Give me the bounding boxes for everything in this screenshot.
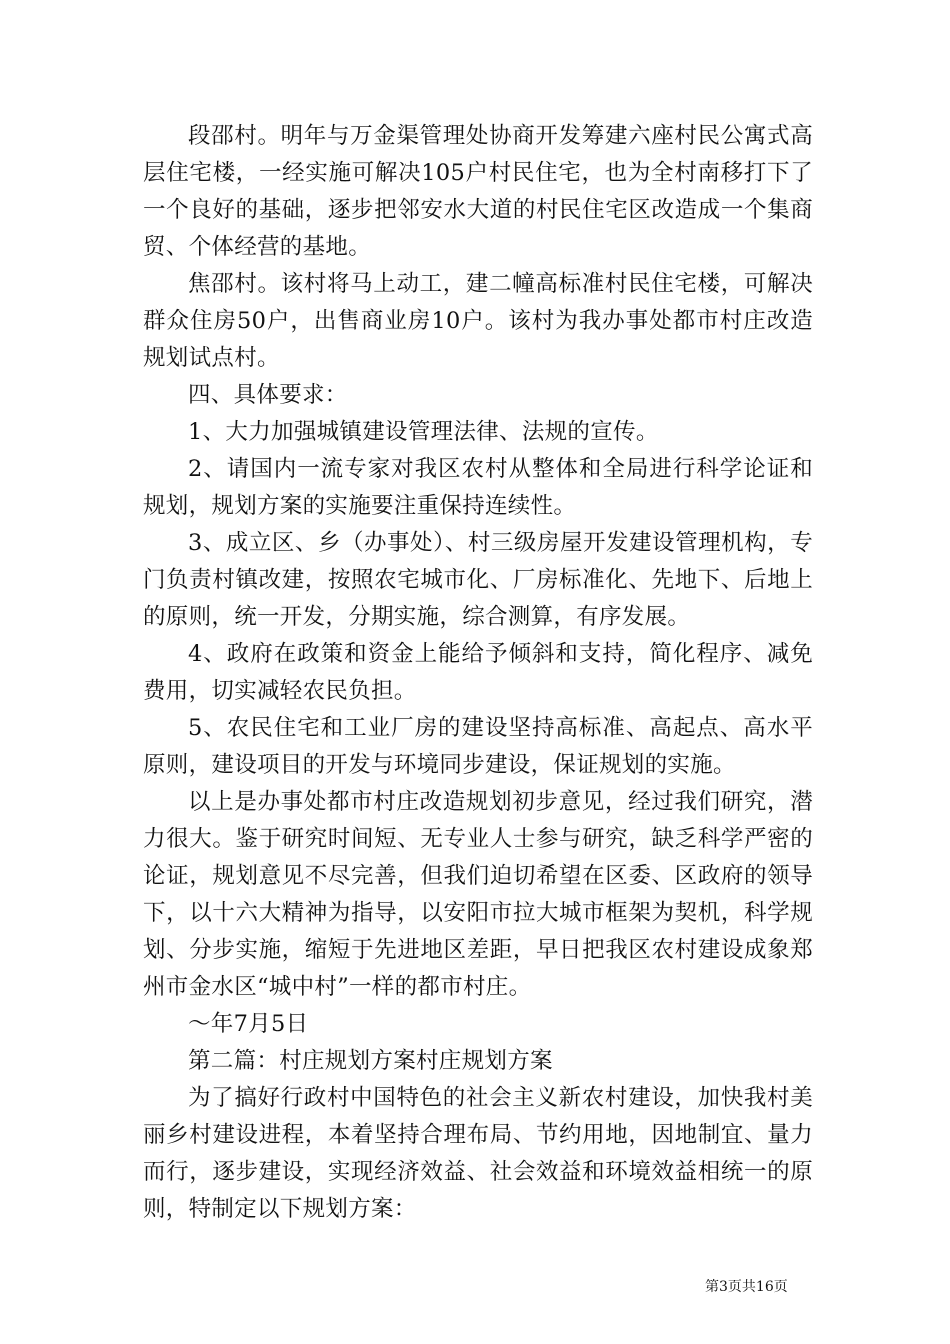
paragraph-conclusion: 以上是办事处都市村庄改造规划初步意见，经过我们研究，潜力很大。鉴于研究时间短、无专业人士参与研究，缺乏科学严密的论证，规划意见不尽完善，但我们迫切希望在区委、区政府的领导下，以十六大精神为指导，以安阳市拉大城市框架为契机，科学规划、分步实施，缩短于先进地区差距，早日把我区农村建设成象郑州市金水区“城中村”一样的都市村庄。 xyxy=(143,789,813,1000)
paragraph-jiaoshao-village: 焦邵村。该村将马上动工，建二幢高标准村民住宅楼，可解决群众住房50户，出售商业房10户。该村为我办事处都市村庄改造规划试点村。 xyxy=(143,271,813,371)
paragraph-plan-intro: 为了搞好行政村中国特色的社会主义新农村建设，加快我村美丽乡村建设进程，本着坚持合理布局、节约用地，因地制宜、量力而行，逐步建设，实现经济效益、社会效益和环境效益相统一的原则，特制定以下规划方案： xyxy=(143,1085,813,1222)
requirement-item-1: 1、大力加强城镇建设管理法律、法规的宣传。 xyxy=(188,419,659,445)
requirement-item-4: 4、政府在政策和资金上能给予倾斜和支持，简化程序、减免费用，切实减轻农民负担。 xyxy=(143,641,813,704)
requirement-item-5: 5、农民住宅和工业厂房的建设坚持高标准、高起点、高水平原则，建设项目的开发与环境同步建设，保证规划的实施。 xyxy=(143,715,813,778)
document-date: ～年7月5日 xyxy=(188,1011,309,1037)
section-heading-requirements: 四、具体要求： xyxy=(188,382,348,408)
requirement-item-3: 3、成立区、乡（办事处）、村三级房屋开发建设管理机构，专门负责村镇改建，按照农宅城市化、厂房标准化、先地下、后地上的原则，统一开发，分期实施，综合测算，有序发展。 xyxy=(143,530,813,630)
chapter-heading-part-two: 第二篇：村庄规划方案村庄规划方案 xyxy=(188,1048,553,1074)
page-number-footer: 第3页共16页 xyxy=(705,1279,788,1295)
document-body xyxy=(143,118,813,1228)
paragraph-duanshao-village: 段邵村。明年与万金渠管理处协商开发筹建六座村民公寓式高层住宅楼，一经实施可解决105户村民住宅，也为全村南移打下了一个良好的基础，逐步把邻安水大道的村民住宅区改造成一个集商贸、个体经营的基地。 xyxy=(143,123,813,260)
requirement-item-2: 2、请国内一流专家对我区农村从整体和全局进行科学论证和规划，规划方案的实施要注重保持连续性。 xyxy=(143,456,813,519)
